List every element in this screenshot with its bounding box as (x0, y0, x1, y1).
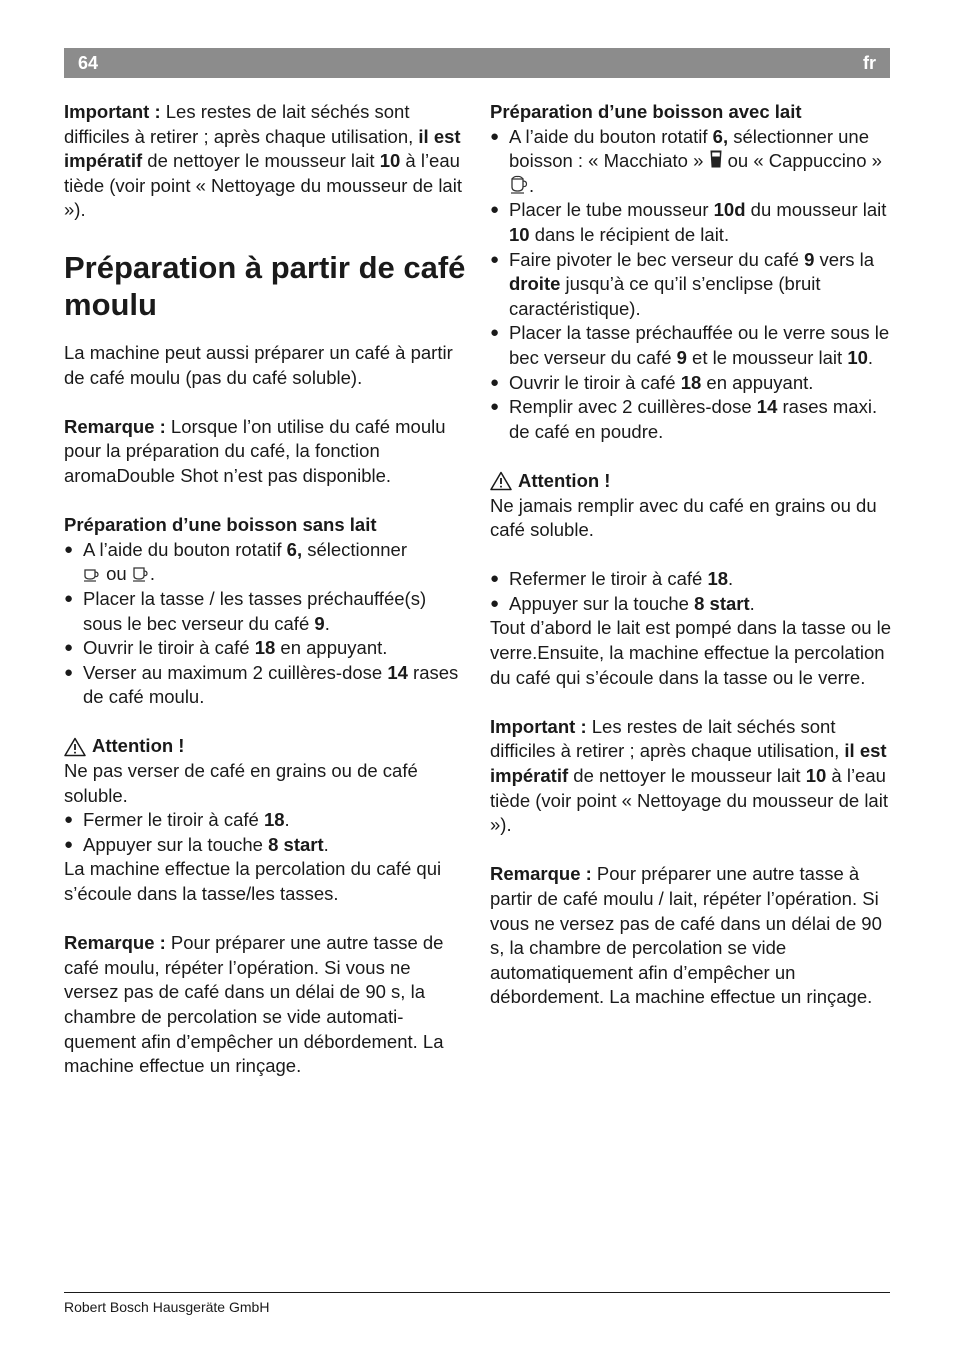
step-text: A l’aide du bouton rotatif (83, 538, 287, 560)
step-text: Appuyer sur la touche (83, 833, 269, 855)
remark-text: Pour préparer une autre tasse à partir de café moulu / lait, répéter l’opération. Si vous ne versez pas de café dans un délai de 90 s, la chambre de percolation se vide automatiquement afin d’empêcher un débordement. La machine effectue un rinçage. (490, 863, 882, 1008)
subheading-without-milk: Préparation d’une boisson sans lait (64, 514, 377, 536)
list-item (490, 395, 892, 444)
step-text: en appuyant. (701, 371, 814, 393)
part-number: 9 (804, 248, 815, 270)
important-text: Les restes de lait séchés sont difficiles à retirer ; après chaque utilisation, (490, 715, 845, 762)
list-item (490, 198, 892, 247)
step-text: jusqu’à ce qu’il s’enclipse (bruit caractéristique). (509, 273, 821, 319)
button-name: 8 start (694, 592, 750, 614)
step-text: . (867, 346, 874, 368)
step-text: Placer le tube mousseur (509, 199, 714, 221)
step-text: Verser au maximum 2 cuillères-dose (83, 661, 388, 683)
glass-icon (709, 149, 723, 169)
step-text: sélectionner (302, 538, 407, 560)
important-label: Important : (64, 101, 161, 122)
subheading-with-milk: Préparation d’une boisson avec lait (490, 101, 802, 122)
step-text: Placer la tasse préchauffée ou le verre sous le bec verseur du café (509, 322, 890, 368)
intro-paragraph: La machine peut aussi préparer un café à partir de café moulu (pas du café soluble). (64, 341, 453, 388)
part-number: 18 (254, 637, 276, 659)
step-text: A l’aide du bouton rotatif (509, 125, 713, 147)
list-item (64, 538, 469, 587)
step-text: Fermer le tiroir à café (83, 809, 264, 831)
step-text: Appuyer sur la touche (509, 592, 695, 614)
footer-divider (64, 1292, 890, 1293)
part-number: 6, (712, 125, 729, 147)
list-item (64, 636, 469, 661)
step-text: . (749, 592, 755, 614)
steps-list (64, 538, 469, 710)
step-text: Faire pivoter le bec verseur du café (509, 248, 805, 270)
part-number: 6, (286, 538, 303, 560)
footer-company: Robert Bosch Hausgeräte GmbH (64, 1299, 270, 1315)
important-text: Les restes de lait séchés sont difficiles à retirer ; après chaque utilisation, (64, 101, 419, 147)
remark-note (64, 931, 469, 1079)
attention-label: Attention ! (518, 469, 611, 491)
cup-small-icon (83, 566, 101, 582)
step-text: . (324, 612, 330, 634)
step-text: dans le récipient de lait. (529, 223, 730, 245)
part-number: 9 (676, 346, 687, 368)
step-text: . (284, 809, 290, 831)
part-number: 10 (847, 346, 868, 368)
part-number: 10d (713, 199, 746, 221)
result-paragraph: La machine effectue la percolation du café qui s’écoule dans la tasse/les tasses. (64, 858, 442, 905)
step-text: ou (101, 563, 132, 585)
right-column (490, 100, 892, 1010)
part-number: 18 (680, 371, 702, 393)
part-number: 10 (509, 223, 530, 245)
steps-list (490, 567, 892, 616)
step-text: Placer la tasse / les tasses préchauffée(s) sous le bec verseur du café (83, 587, 427, 634)
part-number: 18 (263, 809, 285, 831)
step-text: ou « Cappuccino » (722, 150, 882, 172)
steps-list (64, 808, 469, 857)
part-number: 10 (379, 150, 401, 172)
warning-triangle-icon (490, 471, 512, 491)
list-item (64, 808, 469, 833)
attention-text: Ne pas verser de café en grains ou de café soluble. (64, 760, 418, 806)
step-text: Ouvrir le tiroir à café (509, 371, 681, 393)
attention-heading (64, 734, 469, 759)
language-code: fr (863, 53, 876, 73)
page-header-bar (64, 48, 890, 78)
list-item (490, 371, 892, 396)
remark-label: Remarque : (64, 932, 166, 954)
list-item (64, 833, 469, 858)
step-text: . (728, 568, 734, 590)
button-name: 8 start (268, 833, 324, 855)
step-text: Ouvrir le tiroir à café (83, 637, 255, 659)
important-label: Important : (490, 715, 587, 737)
list-item (64, 661, 469, 710)
important-text: à l’eau tiède (voir point « Nettoyage du mousseur de lait »). (64, 150, 462, 221)
direction-emphasis: droite (509, 273, 561, 295)
important-note (490, 715, 892, 838)
result-paragraph: Tout d’abord le lait est pompé dans la tasse ou le verre.Ensuite, la machine effectue la percolation du café qui s’écoule dans la tasse ou le verre. (490, 617, 892, 688)
remark-note (64, 415, 469, 489)
step-text: en appuyant. (275, 637, 388, 659)
step-text: . (149, 563, 155, 585)
left-column (64, 100, 469, 1079)
list-item (64, 587, 469, 636)
list-item (490, 567, 892, 592)
part-number: 18 (707, 568, 729, 590)
step-text: rases maxi. de café en poudre. (509, 396, 878, 442)
list-item (490, 592, 892, 617)
step-text: . (529, 174, 535, 196)
important-emphasis: il est impératif (64, 125, 461, 172)
remark-label: Remarque : (64, 415, 166, 437)
step-text: rases de café moulu. (83, 661, 459, 708)
part-number: 14 (756, 396, 778, 418)
important-emphasis: il est impératif (490, 740, 887, 787)
cup-foam-icon (509, 174, 529, 194)
attention-heading (490, 469, 892, 494)
attention-text: Ne jamais remplir avec du café en grains ou du café soluble. (490, 494, 877, 541)
step-text: . (323, 833, 329, 855)
step-text: Remplir avec 2 cuillères-dose (509, 396, 757, 418)
step-text: du mousseur lait (745, 199, 887, 221)
important-text: à l’eau tiède (voir point « Nettoyage du mousseur de lait »). (490, 765, 888, 836)
list-item (490, 248, 892, 322)
remark-text: Lorsque l’on utilise du café moulu pour la préparation du café, la fonction aromaDouble Shot n’est pas disponible. (64, 415, 446, 486)
remark-note (490, 862, 892, 1010)
part-number: 10 (805, 765, 827, 787)
step-text: vers la (814, 248, 875, 270)
remark-text: Pour préparer une autre tasse de café moulu, répéter l’opération. Si vous ne versez pas de café dans un délai de 90 s, la chambre de percolation se vide automatiquement afin d’empêcher un débordement. La machine effectue un rinçage. (64, 932, 444, 1077)
page-number: 64 (78, 53, 99, 73)
cup-large-icon (132, 566, 150, 582)
step-text: Refermer le tiroir à café (509, 568, 708, 590)
list-item (490, 125, 892, 199)
section-title: Préparation à partir de café moulu (64, 249, 466, 322)
step-text: et le mousseur lait (686, 346, 848, 368)
important-text: de nettoyer le mousseur lait (142, 150, 380, 172)
step-text: sélectionner une boisson : « Macchiato » (509, 125, 869, 172)
steps-list (490, 125, 892, 445)
remark-label: Remarque : (490, 863, 592, 885)
part-number: 9 (314, 612, 325, 634)
list-item (490, 321, 892, 370)
part-number: 14 (387, 661, 408, 683)
attention-label: Attention ! (92, 735, 185, 757)
important-text: de nettoyer le mousseur lait (568, 765, 806, 787)
warning-triangle-icon (64, 737, 86, 757)
important-note (64, 100, 469, 223)
